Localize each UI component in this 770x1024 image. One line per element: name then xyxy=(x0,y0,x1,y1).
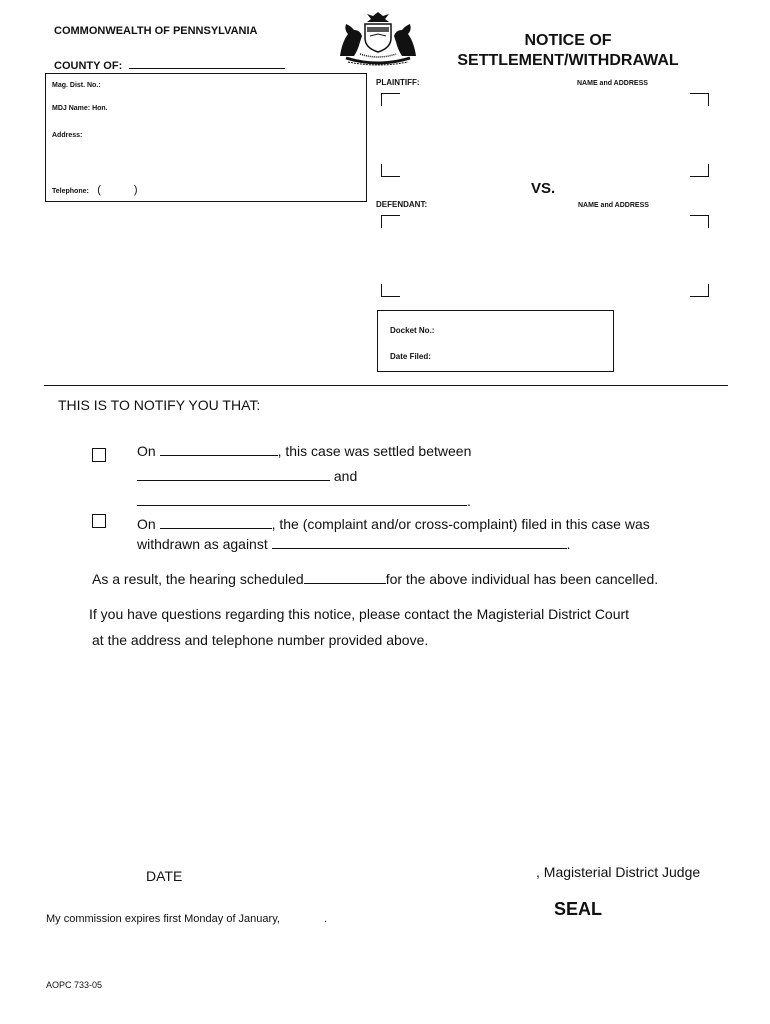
settled-line1 xyxy=(137,442,471,459)
mdj-name-label: MDJ Name: Hon. xyxy=(52,105,108,112)
county-field[interactable] xyxy=(129,55,285,69)
questions-line2: at the address and telephone number provided above. xyxy=(92,632,429,648)
withdrawn-party-field[interactable] xyxy=(272,535,567,549)
withdrawn-date-field[interactable] xyxy=(160,515,272,529)
withdrawn-checkbox[interactable] xyxy=(92,514,106,528)
settled-and: and xyxy=(333,468,358,484)
commission-period: . xyxy=(324,913,328,925)
paren-close: ) xyxy=(133,184,138,196)
state-heading: COMMONWEALTH OF PENNSYLVANIA xyxy=(54,25,258,37)
result-line xyxy=(92,570,658,587)
settled-line2 xyxy=(137,467,357,484)
section-divider xyxy=(44,385,728,386)
paren-open: ( xyxy=(97,184,101,196)
form-title xyxy=(440,31,696,71)
settled-line3 xyxy=(137,492,471,509)
commission-text: My commission expires first Monday of January, xyxy=(46,913,280,925)
withdrawn-text: , the (complaint and/or cross-complaint) filed in this case was xyxy=(271,516,650,532)
defendant-name-address-label: NAME and ADDRESS xyxy=(578,202,649,209)
defendant-name-address-field[interactable] xyxy=(383,217,708,297)
plaintiff-name-address-field[interactable] xyxy=(383,95,708,175)
docket-box xyxy=(377,310,614,372)
settled-party2-field[interactable] xyxy=(137,492,467,506)
commission-line xyxy=(46,913,327,925)
defendant-label: DEFENDANT: xyxy=(376,200,428,209)
court-info-box xyxy=(45,73,367,202)
withdrawn-line1 xyxy=(137,515,650,532)
versus-label: VS. xyxy=(531,180,556,197)
mag-dist-label: Mag. Dist. No.: xyxy=(52,82,101,89)
withdrawn-line2 xyxy=(137,535,571,552)
settled-party1-field[interactable] xyxy=(137,467,330,481)
withdrawn-period: . xyxy=(566,536,571,552)
docket-no-label: Docket No.: xyxy=(390,326,435,335)
notice-intro: THIS IS TO NOTIFY YOU THAT: xyxy=(58,397,261,413)
settled-checkbox[interactable] xyxy=(92,448,106,462)
seal-label: SEAL xyxy=(554,899,603,919)
hearing-date-field[interactable] xyxy=(304,570,386,584)
withdrawn-against: withdrawn as against xyxy=(137,536,268,552)
address-label: Address: xyxy=(52,132,83,139)
county-label-text: COUNTY OF: xyxy=(54,60,123,72)
plaintiff-name-address-label: NAME and ADDRESS xyxy=(577,80,648,87)
telephone-row xyxy=(52,180,138,198)
settled-period: . xyxy=(467,493,471,509)
settled-text: , this case was settled between xyxy=(277,443,472,459)
date-filed-label: Date Filed: xyxy=(390,352,431,361)
form-title-line2: SETTLEMENT/WITHDRAWAL xyxy=(457,52,679,69)
telephone-label: Telephone: xyxy=(52,188,89,195)
date-label: DATE xyxy=(146,868,183,884)
form-code: AOPC 733-05 xyxy=(46,980,103,990)
county-label xyxy=(54,55,285,72)
plaintiff-label: PLAINTIFF: xyxy=(376,78,420,87)
settled-on: On xyxy=(137,443,156,459)
result-text-b: for the above individual has been cancelled. xyxy=(385,571,659,587)
judge-label: , Magisterial District Judge xyxy=(536,864,701,880)
pennsylvania-coat-of-arms-icon xyxy=(332,8,424,66)
form-title-line1: NOTICE OF xyxy=(524,32,612,49)
questions-line1: If you have questions regarding this notice, please contact the Magisterial District Court xyxy=(89,606,630,622)
withdrawn-on: On xyxy=(137,516,156,532)
settled-date-field[interactable] xyxy=(160,442,278,456)
result-text-a: As a result, the hearing scheduled xyxy=(92,571,304,587)
